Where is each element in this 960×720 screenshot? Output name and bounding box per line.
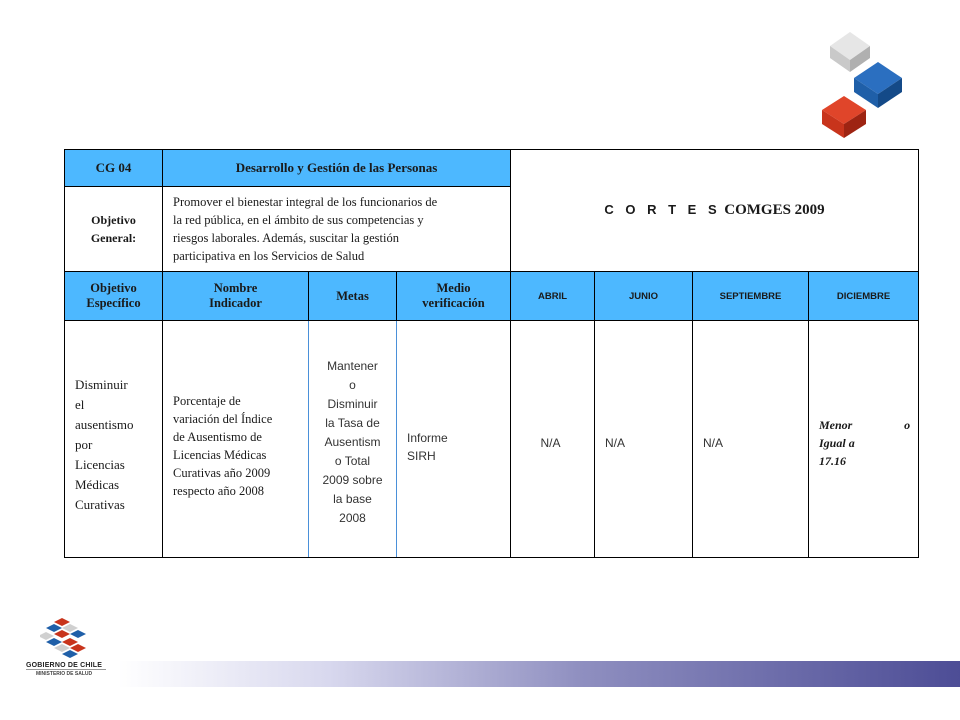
cg-code: CG 04 (65, 150, 163, 187)
cg-title: Desarrollo y Gestión de las Personas (163, 150, 511, 187)
comges-table (64, 149, 919, 558)
footer-gradient-band (118, 661, 960, 687)
col-header-metas: Metas (309, 272, 397, 321)
cell-septiembre: N/A (693, 321, 809, 558)
cortes-spaced-text: C O R T E S (604, 202, 721, 217)
col-header-abril: ABRIL (511, 272, 595, 321)
col-header-medio-verificacion: Medio verificación (397, 272, 511, 321)
col-header-objetivo-especifico: Objetivo Específico (65, 272, 163, 321)
col-header-junio: JUNIO (595, 272, 693, 321)
objetivo-general-text: Promover el bienestar integral de los funcionarios de la red pública, en el ámbito de sus competencias y riesgos laborales. Además, suscitar la gestión participativa en los Servicios de Salud (163, 187, 511, 272)
col-header-diciembre: DICIEMBRE (809, 272, 919, 321)
gov-divider (26, 669, 106, 670)
cortes-year-text: COMGES 2009 (724, 202, 825, 218)
cell-junio: N/A (595, 321, 693, 558)
col-header-septiembre: SEPTIEMBRE (693, 272, 809, 321)
cubes-logo-icon (812, 28, 930, 146)
ministry-name-text: MINISTERIO DE SALUD (36, 671, 93, 677)
gobierno-chile-logo-icon (40, 616, 96, 662)
cell-nombre-indicador: Porcentaje de variación del Índice de Ausentismo de Licencias Médicas Curativas año 2009 respecto año 2008 (163, 321, 309, 558)
gov-name-text: GOBIERNO DE CHILE (26, 662, 103, 669)
cell-diciembre: Menor o Igual a 17.16 (809, 321, 919, 558)
cell-medio-verificacion: Informe SIRH (397, 321, 511, 558)
cortes-comges-title (511, 150, 919, 272)
col-header-nombre-indicador: Nombre Indicador (163, 272, 309, 321)
cell-metas: Mantener o Disminuir la Tasa de Ausentism o Total 2009 sobre la base 2008 (309, 321, 397, 558)
cell-abril: N/A (511, 321, 595, 558)
objetivo-general-label: Objetivo General: (65, 187, 163, 272)
cell-objetivo-especifico: Disminuir el ausentismo por Licencias Médicas Curativas (65, 321, 163, 558)
